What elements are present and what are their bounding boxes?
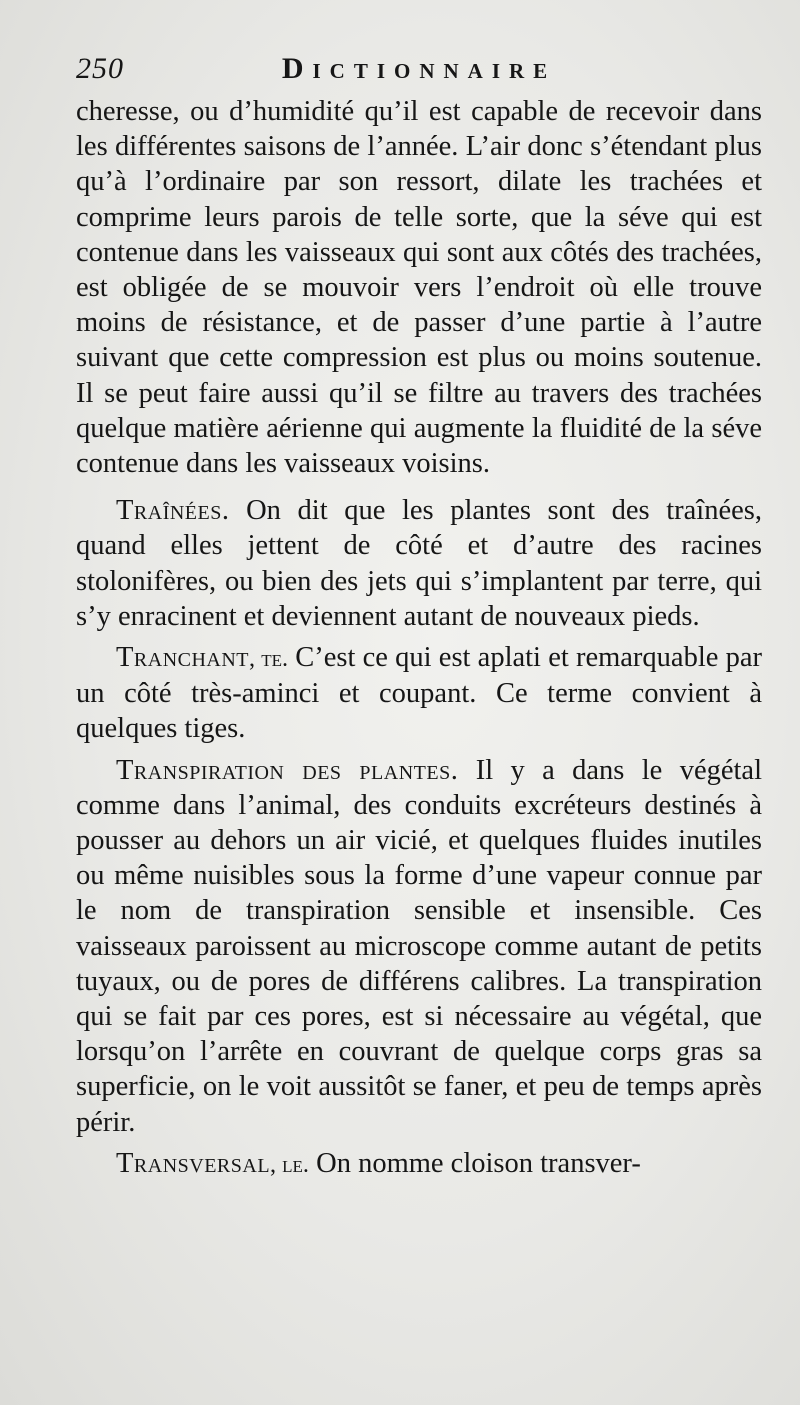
entry-tranchant: [76, 640, 762, 747]
entry-transversal: [76, 1146, 762, 1182]
definition-trainees: On dit que les plantes sont des traînées, quand elles jettent de côté et d’autre des racines stolonifères, ou bien des jets qui s’implantent par terre, qui s’y enracinent et deviennent autant de nouveaux pieds.: [76, 495, 762, 632]
page-text: [76, 94, 762, 1182]
gender-tranchant: , te.: [249, 645, 289, 673]
headword-tranchant: Tranchant: [116, 642, 250, 674]
definition-transversal: On nomme cloison transver-: [308, 1147, 641, 1179]
definition-tranchant: C’est ce qui est aplati et remarquable par un côté très-aminci et coupant. Ce terme convient à quelques tiges.: [76, 642, 762, 745]
entry-trainees: [76, 493, 762, 634]
page-number: 250: [76, 52, 124, 85]
running-head: [76, 52, 762, 90]
definition-transpiration: Il y a dans le végétal comme dans l’animal, des conduits excréteurs destinés à pousser au dehors un air vicié, et quelques fluides inutiles ou même nuisibles sous la forme d’une vapeur connue par le nom de transpiration sensible et insensible. Ces vaisseaux paroissent au microscope comme autant de petits tuyaux, ou de pores de différens calibres. La transpiration qui se fait par ces pores, est si nécessaire au végétal, que lorsqu’on l’arrête en couvrant de quelque corps gras sa superficie, on le voit aussitôt se faner, et peu de temps après périr.: [76, 754, 762, 1138]
entry-transpiration: [76, 753, 762, 1140]
continuation-paragraph: cheresse, ou d’humidité qu’il est capable de recevoir dans les différentes saisons de l’année. L’air donc s’étendant plus qu’à l’ordinaire par son ressort, dilate les trachées et comprime leurs parois de telle sorte, que la séve qui est contenue dans les vaisseaux qui sont aux côtés des trachées, est obligée de se mouvoir vers l’endroit où elle trouve moins de résistance, et de passer d’une partie à l’autre suivant que cette compression est plus ou moins soutenue. Il se peut faire aussi qu’il se filtre au travers des trachées quelque matière aérienne qui augmente la fluidité de la séve contenue dans les vaisseaux voisins.: [76, 96, 762, 480]
running-title: Dictionnaire: [281, 52, 557, 85]
headword-transversal: Transversal: [116, 1147, 271, 1179]
headword-transpiration: Transpiration des plantes.: [116, 754, 459, 786]
gender-transversal: , le.: [270, 1150, 309, 1178]
headword-trainees: Traînées.: [116, 495, 230, 527]
